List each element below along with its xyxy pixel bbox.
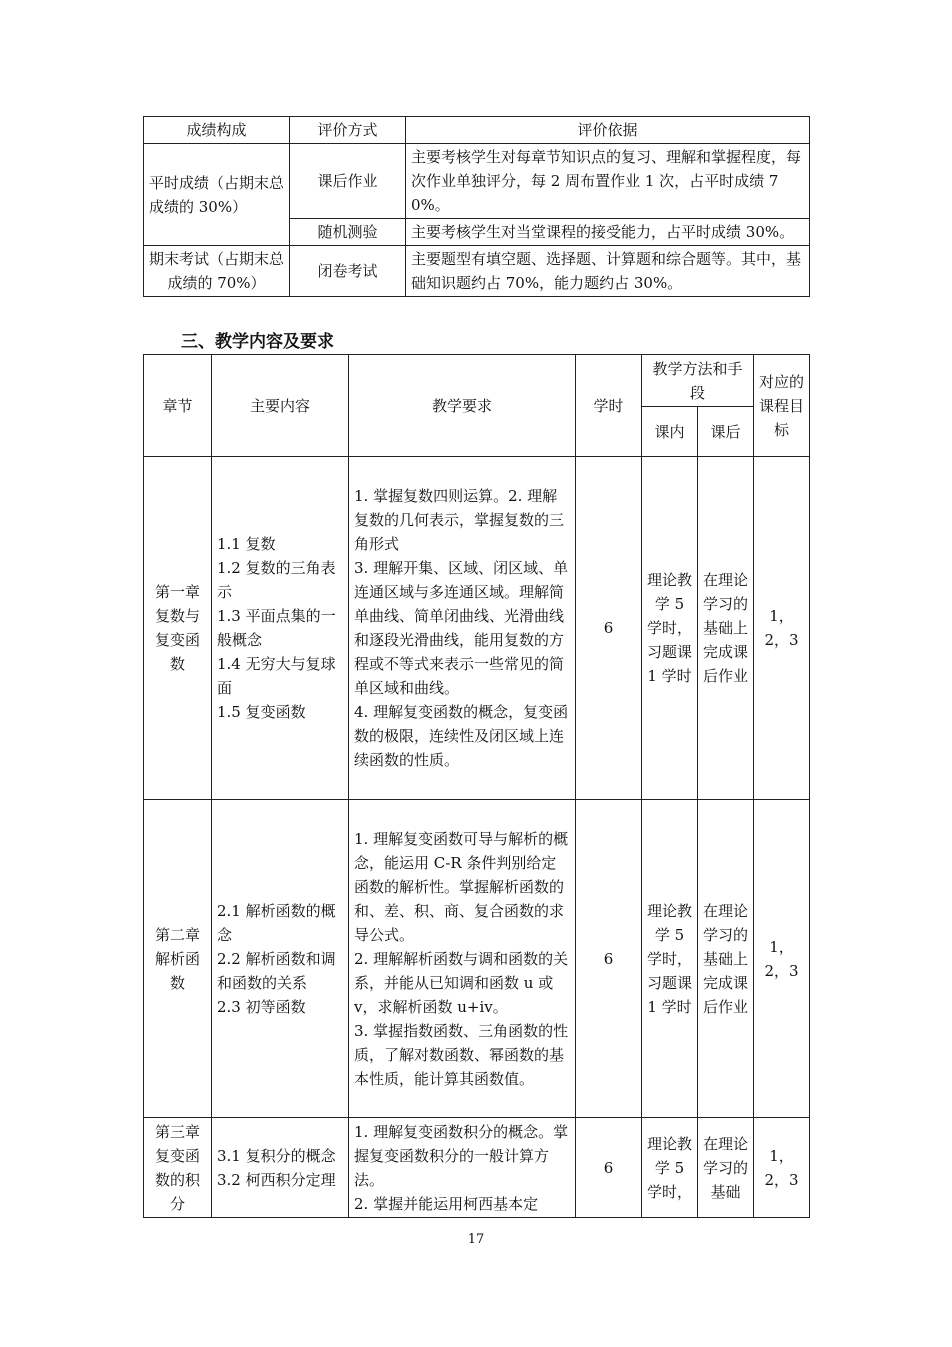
header-content: 主要内容: [212, 355, 349, 457]
section-heading: 三、教学内容及要求: [181, 332, 334, 352]
content-cell: 3.1 复积分的概念 3.2 柯西积分定理: [212, 1118, 349, 1218]
hours-cell: 6: [576, 457, 642, 800]
after-class-cell: 在理论学习的基础上完成课后作业: [698, 457, 754, 800]
grade-basis: 主要考核学生对每章节知识点的复习、理解和掌握程度，每次作业单独评分，每 2 周布置作业 1 次，占平时成绩 70%。: [406, 144, 810, 219]
table-row: [144, 457, 810, 800]
after-class-cell: 在理论学习的基础上完成课后作业: [698, 800, 754, 1118]
table-row: [144, 144, 810, 219]
content-cell: 2.1 解析函数的概念 2.2 解析函数和调和函数的关系 2.3 初等函数: [212, 800, 349, 1118]
grade-method: 闭卷考试: [290, 246, 406, 297]
requirements-cell: 1. 理解复变函数可导与解析的概念，能运用 C-R 条件判别给定函数的解析性。掌握解析函数的和、差、积、商、复合函数的求导公式。 2. 理解解析函数与调和函数的关系，并能从已知调和函数 u 或 v，求解析函数 u+iv。 3. 掌握指数函数、三角函数的性质，了解对数函数、幂函数的基本性质，能计算其函数值。: [349, 800, 576, 1118]
header-basis: 评价依据: [406, 117, 810, 144]
chapter-cell: 第三章复变函数的积分: [144, 1118, 212, 1218]
header-hours: 学时: [576, 355, 642, 457]
header-objectives: 对应的课程目标: [754, 355, 810, 457]
chapter-cell: 第一章复数与复变函数: [144, 457, 212, 800]
hours-cell: 6: [576, 1118, 642, 1218]
hours-cell: 6: [576, 800, 642, 1118]
grade-component: 平时成绩（占期末总成绩的 30%）: [144, 144, 290, 246]
grade-basis: 主要题型有填空题、选择题、计算题和综合题等。其中，基础知识题约占 70%，能力题约占 30%。: [406, 246, 810, 297]
grade-method: 课后作业: [290, 144, 406, 219]
grade-method: 随机测验: [290, 219, 406, 246]
header-after-class: 课后: [698, 407, 754, 457]
in-class-cell: 理论教学 5 学时，: [642, 1118, 698, 1218]
objectives-cell: 1，2，3: [754, 800, 810, 1118]
content-cell: 1.1 复数 1.2 复数的三角表示 1.3 平面点集的一般概念 1.4 无穷大与复球面 1.5 复变函数: [212, 457, 349, 800]
header-requirements: 教学要求: [349, 355, 576, 457]
header-methods: 教学方法和手段: [642, 355, 754, 407]
requirements-cell: 1. 理解复变函数积分的概念。掌握复变函数积分的一般计算方法。 2. 掌握并能运用柯西基本定: [349, 1118, 576, 1218]
header-chapter: 章节: [144, 355, 212, 457]
grade-component: 期末考试（占期末总成绩的 70%）: [144, 246, 290, 297]
content-table-header: [144, 355, 810, 407]
header-method: 评价方式: [290, 117, 406, 144]
objectives-cell: 1，2，3: [754, 457, 810, 800]
content-table: [143, 354, 810, 1218]
grade-basis: 主要考核学生对当堂课程的接受能力，占平时成绩 30%。: [406, 219, 810, 246]
objectives-cell: 1，2，3: [754, 1118, 810, 1218]
table-row: [144, 800, 810, 1118]
header-component: 成绩构成: [144, 117, 290, 144]
after-class-cell: 在理论学习的基础: [698, 1118, 754, 1218]
grade-table: [143, 116, 810, 297]
in-class-cell: 理论教学 5 学时，习题课 1 学时: [642, 457, 698, 800]
in-class-cell: 理论教学 5 学时，习题课 1 学时: [642, 800, 698, 1118]
grade-table-header: [144, 117, 810, 144]
table-row: [144, 246, 810, 297]
requirements-cell: 1. 掌握复数四则运算。2. 理解复数的几何表示，掌握复数的三角形式 3. 理解开集、区域、闭区域、单连通区域与多连通区域。理解简单曲线、简单闭曲线、光滑曲线和逐段光滑曲线，能用复数的方程或不等式来表示一些常见的简单区域和曲线。 4. 理解复变函数的概念，复变函数的极限，连续性及闭区域上连续函数的性质。: [349, 457, 576, 800]
table-row: [144, 1118, 810, 1218]
header-in-class: 课内: [642, 407, 698, 457]
page-number: 17: [467, 1232, 485, 1247]
chapter-cell: 第二章解析函数: [144, 800, 212, 1118]
